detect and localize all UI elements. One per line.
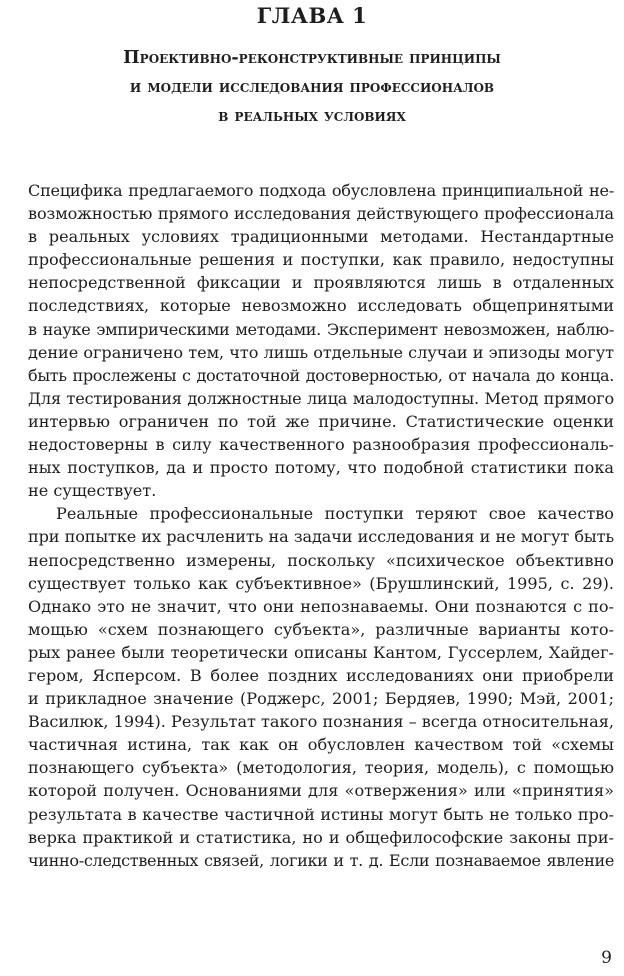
text-line: при попытке их расчленить на задачи исследования и не могут быть — [28, 527, 614, 547]
text-line: Василюк, 1994). Результат такого познания – всегда относительная, — [28, 712, 614, 732]
text-line: и прикладное значение (Роджерс, 2001; Бердяев, 1990; Мэй, 2001; — [28, 689, 614, 709]
text-line: познающего субъекта» (методология, теория, модель), с помощью — [28, 758, 614, 778]
text-line: Реальные профессиональные поступки теряют свое качество — [56, 504, 614, 524]
chapter-title-line: Проективно-реконструктивные принципы — [123, 48, 501, 68]
text-line: не существует. — [28, 481, 157, 501]
text-line: профессиональные решения и поступки, как правило, недоступны — [28, 250, 614, 270]
text-line: непосредственной фиксации и проявляются лишь в отдаленных — [28, 273, 614, 293]
text-line: Специфика предлагаемого подхода обусловлена принципиальной не- — [28, 181, 614, 200]
text-line: частичная истина, так как он обусловлен качеством той «схемы — [28, 735, 614, 755]
paragraph-2 — [28, 502, 614, 872]
text-line: в реальных условиях традиционными методами. Нестандартные — [28, 227, 614, 247]
text-line: дение ограничено тем, что лишь отдельные случаи и эпизоды могут — [28, 342, 614, 362]
text-line: которой получен. Основаниями для «отвержения» или «принятия» — [28, 781, 614, 801]
text-line: последствиях, которые невозможно исследовать общепринятыми — [28, 296, 614, 316]
text-line: гером, Ясперсом. В более поздних исследованиях они приобрели — [28, 665, 614, 685]
paragraph-1 — [28, 179, 614, 502]
chapter-title-line: в реальных условиях — [218, 106, 406, 126]
text-line: возможностью прямого исследования действующего профессионала — [28, 204, 614, 224]
chapter-title-line: и модели исследования профессионалов — [129, 77, 495, 97]
text-line: ных поступков, да и просто потому, что подобной статистики пока — [28, 458, 614, 478]
text-line: верка практикой и статистика, но и общефилософские законы при- — [28, 827, 614, 847]
text-line: чинно-следственных связей, логики и т. д. Если познаваемое явление — [28, 850, 614, 870]
text-line: непосредственно измерены, поскольку «психическое объективно — [28, 550, 614, 570]
text-line: рых ранее были теоретически описаны Кантом, Гуссерлем, Хайдег- — [28, 642, 614, 662]
text-line: Для тестирования должностные лица малодоступны. Метод прямого — [28, 388, 614, 408]
text-line: в науке эмпирическими методами. Эксперимент невозможен, наблю- — [28, 319, 614, 339]
chapter-title — [40, 44, 584, 131]
text-line: недостоверны в силу качественного разнообразия профессиональ- — [28, 435, 614, 455]
text-line: Однако это не значит, что они непознаваемы. Они познаются с по- — [28, 596, 614, 616]
text-line: существует только как субъективное» (Брушлинский, 1995, с. 29). — [28, 573, 614, 593]
text-line: результата в качестве частичной истины могут быть не только про- — [28, 804, 614, 824]
body-text — [28, 179, 614, 872]
text-line: быть прослежены с достаточной достоверностью, от начала до конца. — [28, 365, 614, 385]
text-line: интервью ограничен по той же причине. Статистические оценки — [28, 411, 614, 431]
page-number: 9 — [601, 948, 612, 968]
chapter-label: ГЛАВА 1 — [256, 3, 368, 28]
text-line: мощью «схем познающего субъекта», различные варианты кото- — [28, 619, 614, 639]
